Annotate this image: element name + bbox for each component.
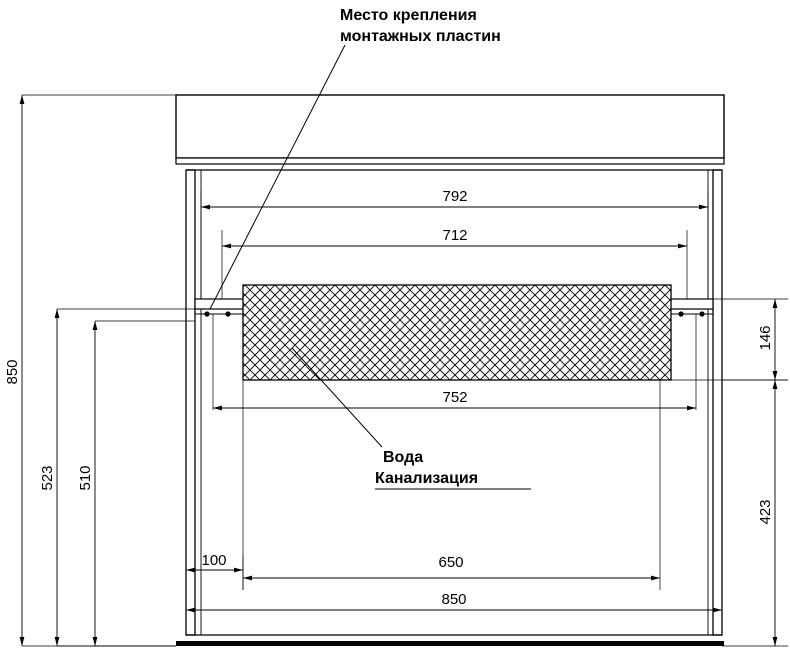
dim-text-650: 650 [438,554,464,571]
dim-text-850-height: 850 [4,359,21,385]
floor-plinth [176,641,724,646]
dim-text-510: 510 [77,465,94,491]
dim-text-792: 792 [442,188,468,205]
utility-hatch-area [243,285,671,380]
leader-mounting-plates [210,45,345,309]
dim-text-712: 712 [442,227,468,244]
note-mounting-line2: монтажных пластин [340,28,501,45]
note-water-line2: Канализация [375,470,479,487]
left-side-panel [186,170,195,635]
right-side-panel [713,170,722,635]
countertop-block [176,95,724,158]
dim-text-423: 423 [757,499,774,525]
dim-text-850-width: 850 [441,591,467,608]
dim-text-523: 523 [39,465,56,491]
dim-text-100: 100 [201,552,227,569]
dim-text-146: 146 [757,325,774,351]
note-mounting-line1: Место крепления [340,7,477,24]
dim-text-752: 752 [442,389,468,406]
countertop-edge [176,158,724,164]
note-water-line1: Вода [383,449,424,466]
